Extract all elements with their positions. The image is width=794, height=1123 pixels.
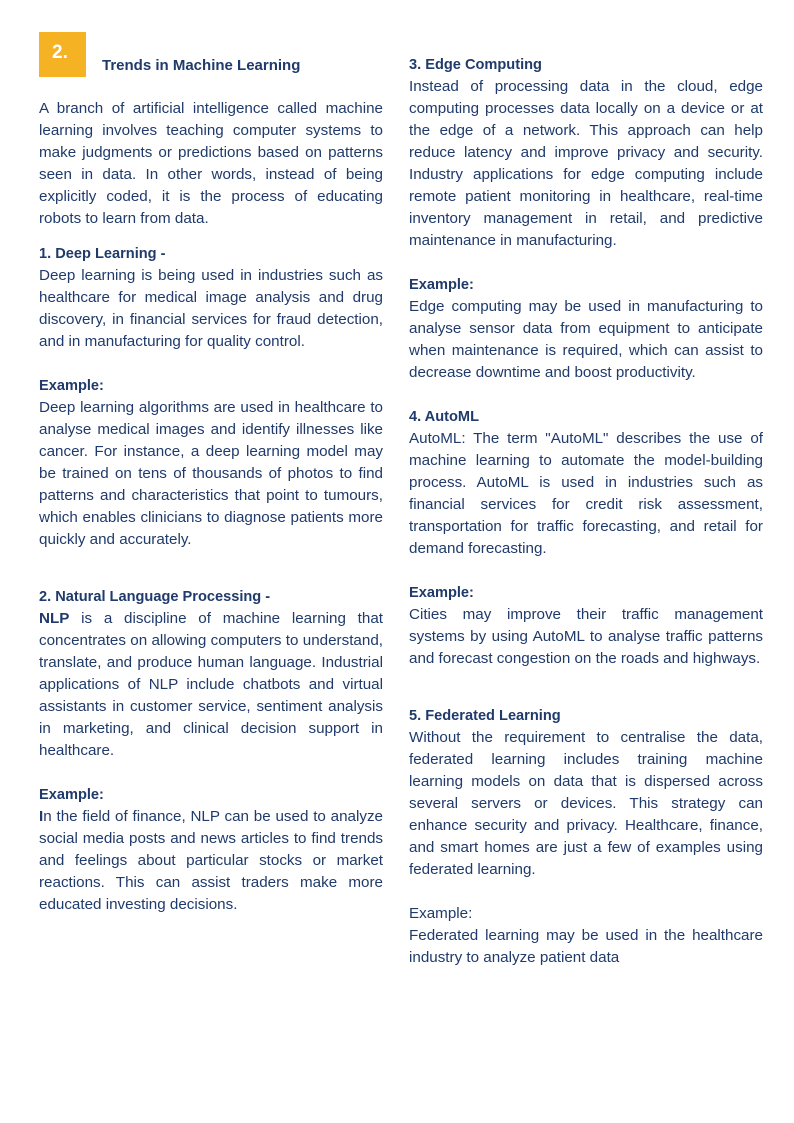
federated-learning-body: Without the requirement to centralise the data, federated learning includes training machine learning models on data that is dispersed across several servers or devices. This strategy can enhance security and privacy. Healthcare, finance, and smart homes are just a few of examples using federated learning.	[409, 729, 763, 878]
deep-learning-example-label: Example:	[39, 378, 104, 394]
nlp-heading: 2. Natural Language Processing -	[39, 589, 271, 605]
edge-computing-heading: 3. Edge Computing	[409, 57, 542, 73]
deep-learning-heading: 1. Deep Learning -	[39, 246, 166, 262]
nlp-example-label: Example:	[39, 787, 104, 803]
edge-computing-example-text: Edge computing may be used in manufacturing to analyse sensor data from equipment to anticipate when maintenance is required, which can assist to decrease downtime and boost productivity.	[409, 298, 763, 381]
left-column	[39, 98, 383, 916]
nlp-body-lead: NLP	[39, 610, 70, 627]
nlp-body-rest: is a discipline of machine learning that concentrates on allowing computers to understand, translate, and produce human language. Industrial applications of NLP include chatbots and virtual assistants in customer service, sentiment analysis in marketing, and clinical decision support in healthcare.	[39, 610, 383, 759]
federated-learning-example-label: Example:	[409, 905, 473, 922]
deep-learning-body: Deep learning is being used in industries such as healthcare for medical image analysis and drug discovery, in financial services for fraud detection, and in manufacturing for quality control.	[39, 267, 383, 350]
automl-heading: 4. AutoML	[409, 409, 479, 425]
deep-learning-example-text: Deep learning algorithms are used in healthcare to analyse medical images and identify illnesses like cancer. For instance, a deep learning model may be trained on tens of thousands of photos to find patterns and characteristics that point to tumours, which enables clinicians to diagnose patients more quickly and accurately.	[39, 399, 383, 548]
edge-computing-body: Instead of processing data in the cloud, edge computing processes data locally on a device or at the edge of a network. This approach can help reduce latency and improve privacy and security. Industry applications for edge computing include remote patient monitoring in healthcare, real-time inventory management in retail, and predictive maintenance in manufacturing.	[409, 78, 763, 249]
federated-learning-example-text: Federated learning may be used in the healthcare industry to analyze patient data	[409, 927, 763, 966]
section-title: Trends in Machine Learning	[102, 57, 301, 74]
nlp-example-text	[39, 806, 383, 916]
nlp-example-rest: n the field of finance, NLP can be used to analyze social media posts and news articles to find trends and feelings about particular stocks or market reactions. This can assist traders make more educated investing decisions.	[39, 808, 383, 913]
section-number-badge: 2.	[39, 32, 86, 77]
automl-example-text: Cities may improve their traffic management systems by using AutoML to analyse traffic patterns and forecast congestion on the roads and highways.	[409, 606, 763, 667]
right-column	[409, 54, 763, 969]
automl-body: AutoML: The term "AutoML" describes the use of machine learning to automate the model-building process. AutoML is used in industries such as financial services for credit risk assessment, transportation for traffic forecasting, and retail for demand forecasting.	[409, 430, 763, 557]
nlp-body	[39, 608, 383, 762]
intro-paragraph: A branch of artificial intelligence called machine learning involves teaching computer systems to make judgments or predictions based on patterns seen in data. In other words, instead of being explicitly coded, it is the process of educating robots to learn from data.	[39, 100, 383, 227]
automl-example-label: Example:	[409, 585, 474, 601]
nlp-example-lead: I	[39, 808, 44, 825]
edge-computing-example-label: Example:	[409, 277, 474, 293]
federated-learning-heading: 5. Federated Learning	[409, 708, 561, 724]
